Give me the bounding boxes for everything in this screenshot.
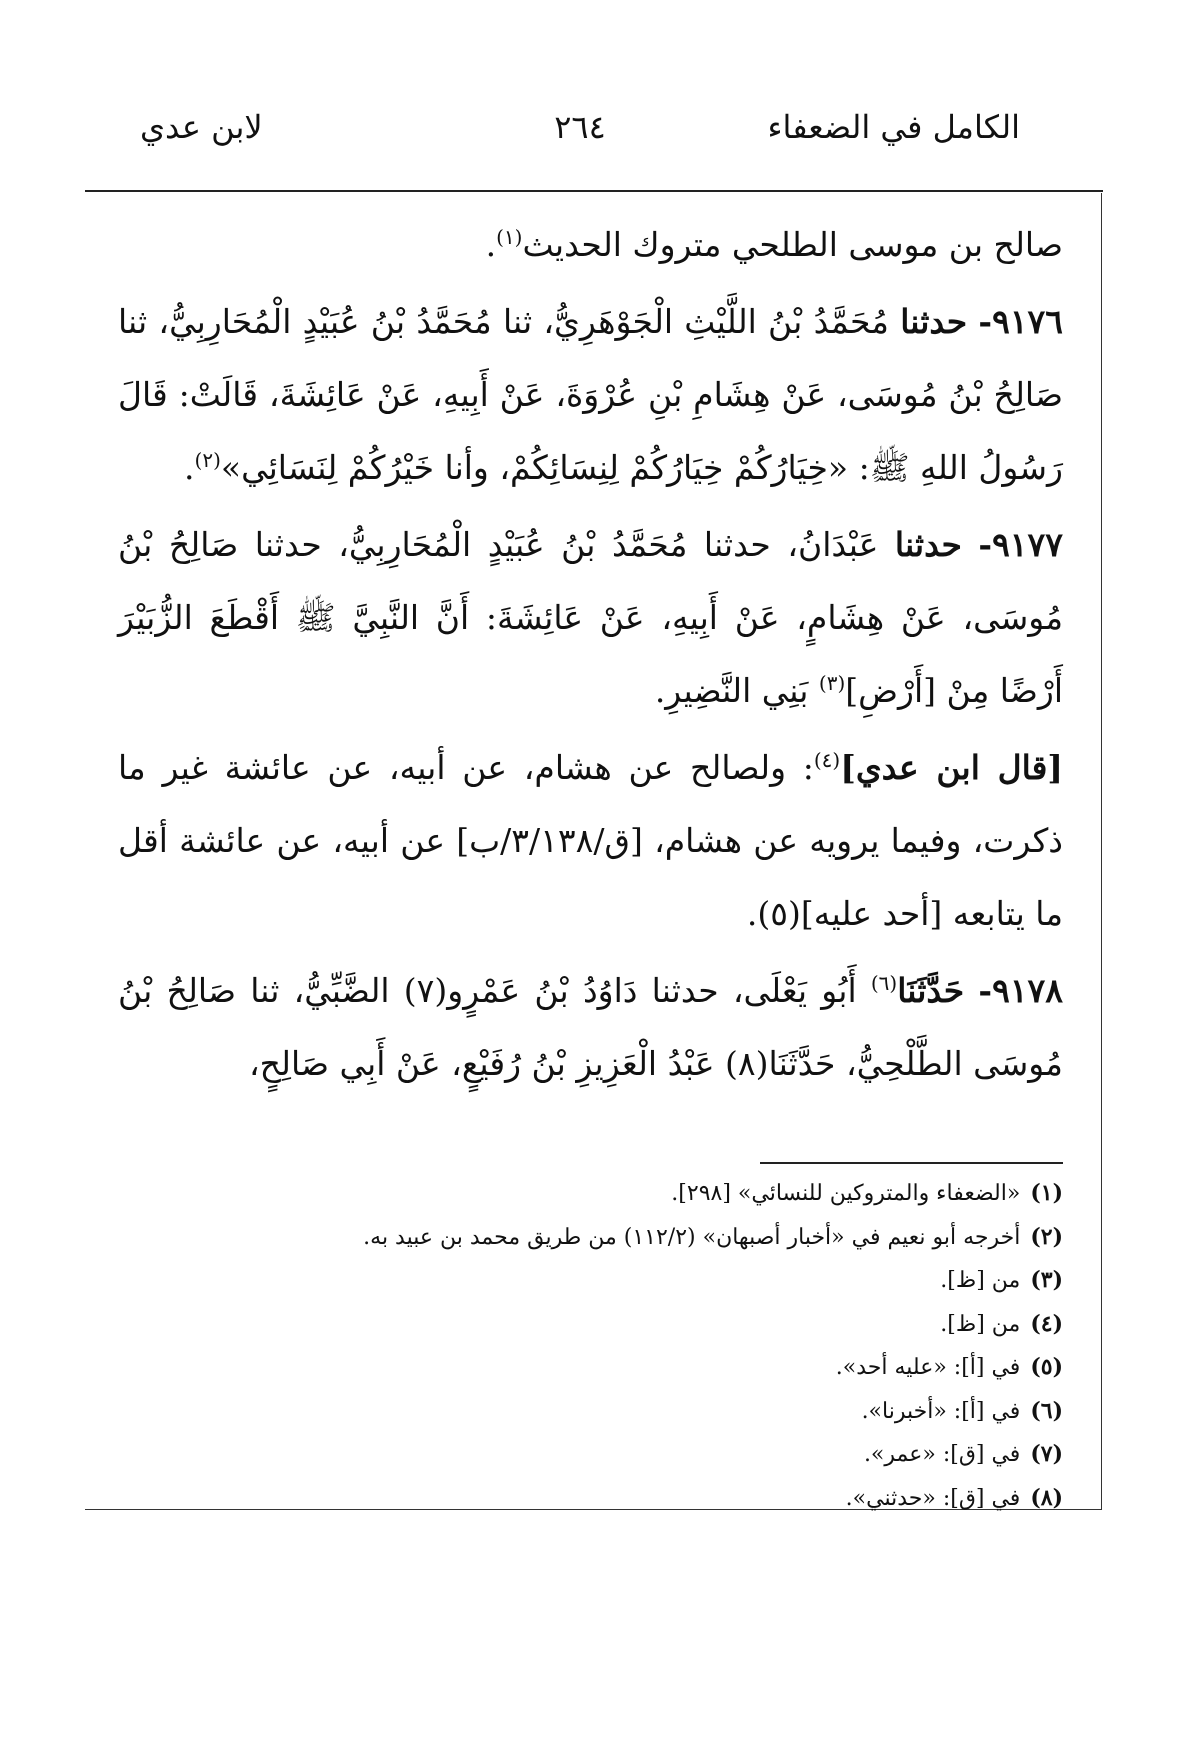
footnote: (٤)من [ظ].	[940, 1310, 1063, 1337]
footnote: (١)«الضعفاء والمتروكين للنسائي» [٢٩٨].	[671, 1180, 1063, 1206]
footnote: (٨)في [ق]: «حدثني».	[845, 1484, 1063, 1511]
footnote-ref: (٦)	[870, 971, 898, 995]
hadith-lead: حدثنا	[900, 302, 968, 341]
main-text	[118, 208, 1063, 1104]
running-header	[140, 108, 1020, 164]
footnote: (٣)من [ظ].	[940, 1267, 1063, 1293]
footnote: (٢)أخرجه أبو نعيم في «أخبار أصبهان» (١١٢/٢) من طريق محمد بن عبيد به.	[363, 1223, 1063, 1250]
hadith-9176: ٩١٧٦- حدثنا مُحَمَّدُ بْنُ اللَّيْثِ الْجَوْهَرِيُّ، ثنا مُحَمَّدُ بْنُ عُبَيْدٍ الْمُحَارِبِيُّ، ثنا صَالِحُ بْنُ مُوسَى، عَنْ هِشَامِ بْنِ عُرْوَةَ، عَنْ أَبِيهِ، عَنْ عَائِشَةَ، قَالَتْ: قَالَ رَسُولُ اللهِ ﷺ: «خِيَارُكُمْ خِيَارُكُمْ لِنِسَائِكُمْ، وأنا خَيْرُكُمْ لِنَسَائِي»$^{(٢)}$.	[118, 302, 1063, 487]
page-number: ٢٦٤	[554, 108, 606, 146]
hadith-number: ٩١٧٧-	[978, 525, 1063, 564]
hadith-9178	[118, 954, 1063, 1100]
hadith-number: ٩١٧٨-	[978, 971, 1063, 1010]
hadith-text: مُحَمَّدُ بْنُ اللَّيْثِ الْجَوْهَرِيُّ، ثنا مُحَمَّدُ بْنُ عُبَيْدٍ الْمُحَارِبِيُّ، ثنا صَالِحُ بْنُ مُوسَى، عَنْ هِشَامِ بْنِ عُرْوَةَ، عَنْ أَبِيهِ، عَنْ عَائِشَةَ، قَالَتْ: قَالَ رَسُولُ اللهِ ﷺ: «خِيَارُكُمْ خِيَارُكُمْ لِنِسَائِكُمْ، وأنا خَيْرُكُمْ لِنَسَائِي»	[118, 302, 1063, 487]
footnote-ref: (٢)	[194, 448, 221, 472]
footnote: (٥)في [أ]: «عليه أحد».	[835, 1354, 1063, 1380]
footnote: (٧)في [ق]: «عمر».	[863, 1441, 1063, 1467]
footnote-ref: (٣)	[818, 671, 846, 695]
ibn-adi-comment: [قال ابن عدي]$^{(٤)}$: ولصالح عن هشام، عن أبيه، عن عائشة غير ما ذكرت، وفيما يرويه عن هشام، [ق/٣/١٣٨/ب] عن أبيه، عن عائشة أقل ما يتابعه [أحد عليه](٥).	[118, 748, 1064, 933]
footnotes	[118, 1172, 1063, 1520]
hadith-lead: حَدَّثَنَا	[897, 971, 965, 1010]
footnote: (٦)في [أ]: «أخبرنا».	[861, 1397, 1063, 1424]
hadith-text: عَبْدَانُ، حدثنا مُحَمَّدُ بْنُ عُبَيْدٍ الْمُحَارِبِيُّ، حدثنا صَالِحُ بْنُ مُوسَى، عَنْ هِشَامٍ، عَنْ أَبِيهِ، عَنْ عَائِشَةَ: أَنَّ النَّبِيَّ ﷺ أَقْطَعَ الزُّبَيْرَ أَرْضًا مِنْ [أَرْضِ]	[118, 525, 1063, 710]
footnote-rule	[760, 1162, 1063, 1164]
paragraph-1: صالح بن موسى الطلحي متروك الحديث$^{(١)}$.	[485, 225, 1063, 264]
book-title: الكامل في الضعفاء	[767, 108, 1020, 146]
comment-lead: [قال ابن عدي]	[840, 748, 1064, 787]
header-rule	[85, 190, 1103, 192]
footnote-ref: (٤)	[813, 748, 841, 772]
hadith-text: أَبُو يَعْلَى، حدثنا دَاوُدُ بْنُ عَمْرٍو(٧) الضَّبِّيُّ، ثنا صَالِحُ بْنُ مُوسَى الطَّلْحِيُّ، حَدَّثَنَا(٨) عَبْدُ الْعَزِيزِ بْنُ رُفَيْعٍ، عَنْ أَبِي صَالِحٍ،	[118, 971, 1063, 1083]
hadith-9177: ٩١٧٧- حدثنا عَبْدَانُ، حدثنا مُحَمَّدُ بْنُ عُبَيْدٍ الْمُحَارِبِيُّ، حدثنا صَالِحُ بْنُ مُوسَى، عَنْ هِشَامٍ، عَنْ أَبِيهِ، عَنْ عَائِشَةَ: أَنَّ النَّبِيَّ ﷺ أَقْطَعَ الزُّبَيْرَ أَرْضًا مِنْ [أَرْضِ]$^{(٣)}$ بَنِي النَّضِيرِ.	[118, 525, 1063, 710]
hadith-number: ٩١٧٦-	[978, 302, 1063, 341]
author-name: لابن عدي	[140, 108, 263, 146]
hadith-lead: حدثنا	[894, 525, 962, 564]
